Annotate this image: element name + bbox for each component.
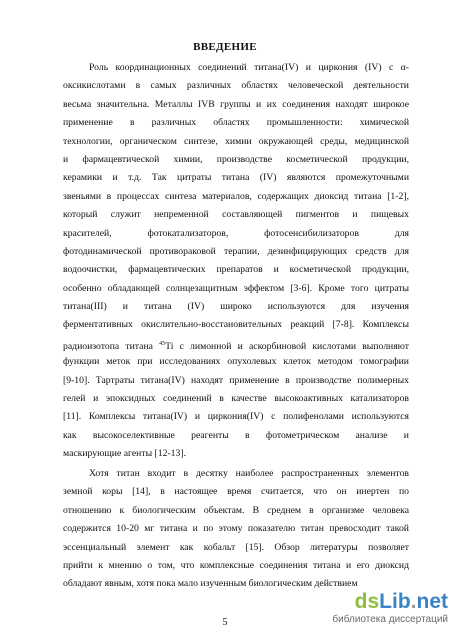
- text-line: Роль координационных соединений титана(IV) и циркония (IV) с α-: [89, 62, 409, 73]
- text-line: функции меток при исследованиях опухолевых клеток методом томографии: [63, 356, 409, 368]
- page-title: ВВЕДЕНИЕ: [193, 41, 257, 53]
- watermark-logo[interactable]: [320, 590, 448, 634]
- watermark-tagline: библиотека диссертаций: [332, 614, 448, 625]
- text-line: звеньями в процессах синтеза материалов, содержащих диоксид титана [1-2],: [63, 190, 409, 202]
- text-line: технологии, органическом синтезе, химии окружающей среды, медицинской: [63, 135, 409, 147]
- text-line: содержится 10-20 мг титана и по этому показателю титан превосходит такой: [63, 523, 409, 535]
- isotope-mass-number: 45: [159, 340, 166, 347]
- text-line: как высокоселективные реагенты в фотометрическом анализе и: [63, 429, 409, 441]
- watermark-dot: .: [410, 590, 417, 613]
- text-line: водоочистки, фармацевтических препаратов и косметической продукции,: [63, 264, 409, 276]
- text-line: [9-10]. Тартраты титана(IV) находят применение в производстве полимерных: [63, 374, 409, 386]
- watermark-ds: ds: [354, 590, 380, 613]
- text-line: [11]. Комплексы титана(IV) и циркония(IV) с полифенолами используются: [63, 411, 409, 423]
- text-line: применение в различных областях промышленности: химической: [63, 117, 409, 129]
- text-line: оксикислотами в самых различных областях человеческой деятельности: [63, 80, 409, 92]
- page-number: 5: [222, 617, 228, 628]
- text-line: керамики и т.д. Так цитраты титана (IV) являются промежуточными: [63, 172, 409, 184]
- text-line: земной коры [14], в настоящее время считается, что он инертен по: [63, 486, 409, 498]
- text-line: красителей, фотокатализаторов, фотосенсибилизаторов для: [63, 227, 409, 239]
- text-line: который служит непременной составляющей пигментов и пищевых: [63, 209, 409, 221]
- watermark-lib: Lib: [379, 590, 411, 613]
- paragraph-2: [63, 465, 409, 594]
- watermark-net: net: [416, 590, 448, 613]
- isotope-text-after: Ti с лимонной и аскорбиновой кислотами выполняют: [165, 340, 409, 352]
- text-line: маскирующие агенты [12-13].: [63, 448, 186, 460]
- text-line: и фармацевтической химии, производстве косметической продукции,: [63, 153, 409, 165]
- text-line: Хотя титан входит в десятку наиболее распространенных элементов: [89, 468, 409, 479]
- text-line: прийти к мнению о том, что комплексные соединения титана и его диоксид: [63, 559, 409, 571]
- text-line: обладают явным, хотя пока мало изученным биологическим действием: [63, 578, 358, 590]
- text-line: титана(III) и титана (IV) широко используются для изучения: [63, 301, 409, 313]
- text-line: гелей и эпоксидных соединений в качестве высокоактивных катализаторов: [63, 393, 409, 405]
- text-line: эссенциальный элемент как кобальт [15]. Обзор литературы позволяет: [63, 541, 409, 553]
- text-line: фотодинамической противораковой терапии, дезинфицирующих средств для: [63, 245, 409, 257]
- text-line: отношению к биологическим объектам. В среднем в организме человека: [63, 504, 409, 516]
- paragraph-1: [63, 59, 409, 464]
- text-line: [63, 335, 409, 353]
- text-line: ферментативных окислительно-восстановительных реакций [7-8]. Комплексы: [63, 319, 409, 331]
- text-line: весьма значительна. Металлы IVB группы и их соединения находят широкое: [63, 98, 409, 110]
- isotope-text-before: радиоизотопа титана: [63, 340, 160, 352]
- text-line: особенно обладающей солнцезащитным эффектом [3-6]. Кроме того цитраты: [63, 282, 409, 294]
- watermark-wordmark: [320, 590, 448, 614]
